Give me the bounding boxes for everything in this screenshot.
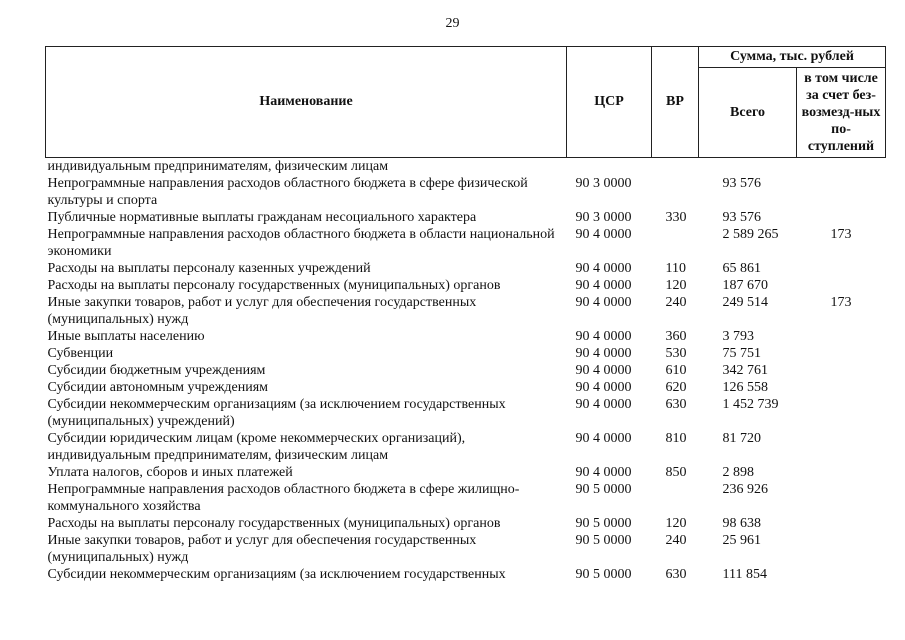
cell-csr: 90 5 0000 [575,567,632,582]
cell-free: 173 [830,227,852,242]
cell-free [797,481,886,515]
cell-free [797,566,886,583]
header-csr: ЦСР [567,47,652,158]
cell-vr [652,158,699,176]
cell-total: 93 576 [722,176,761,191]
cell-csr: 90 4 0000 [575,261,632,276]
cell-free [797,345,886,362]
cell-free [797,464,886,481]
table-header [46,47,886,158]
cell-vr: 850 [665,465,687,480]
table-row [46,515,886,532]
cell-free [797,260,886,277]
cell-csr: 90 4 0000 [575,295,632,310]
cell-free [797,175,886,209]
table-row [46,379,886,396]
cell-name: индивидуальным предпринимателям, физическим лицам [47,159,389,174]
page-number: 29 [445,16,460,31]
table-row [46,158,886,176]
cell-name: Расходы на выплаты персоналу государственных (муниципальных) органов [47,278,501,293]
cell-free: 173 [830,295,852,310]
cell-csr: 90 4 0000 [575,278,632,293]
table-row [46,294,886,328]
cell-vr [652,481,699,515]
cell-total: 65 861 [722,261,761,276]
cell-vr [652,175,699,209]
cell-total: 81 720 [722,431,761,446]
cell-free [797,158,886,176]
cell-name: Субсидии юридическим лицам (кроме некоммерческих организаций), индивидуальным предпринимателям, физическим лицам [47,431,466,463]
header-sum: Сумма, тыс. рублей [699,47,886,68]
cell-name: Иные закупки товаров, работ и услуг для обеспечения государственных (муниципальных) нужд [47,295,477,327]
cell-vr: 120 [665,516,687,531]
cell-free [797,277,886,294]
cell-name: Субвенции [47,346,114,361]
cell-total: 93 576 [722,210,761,225]
cell-name: Иные выплаты населению [47,329,205,344]
cell-total: 111 854 [722,567,767,582]
table-row [46,532,886,566]
cell-total: 75 751 [722,346,761,361]
cell-name: Уплата налогов, сборов и иных платежей [47,465,293,480]
table-row [46,328,886,345]
cell-total: 236 926 [722,482,768,497]
cell-name: Субсидии бюджетным учреждениям [47,363,266,378]
header-free: в том числе за счет без-возмезд-ных по-ступлений [797,68,886,158]
cell-total: 1 452 739 [722,397,779,412]
cell-csr: 90 4 0000 [575,380,632,395]
cell-vr: 530 [665,346,687,361]
cell-free [797,515,886,532]
table-row [46,345,886,362]
cell-vr: 630 [665,567,687,582]
cell-csr: 90 4 0000 [575,363,632,378]
cell-total: 126 558 [722,380,768,395]
table-row [46,260,886,277]
cell-name: Субсидии некоммерческим организациям (за исключением государственных [47,567,506,582]
cell-name: Субсидии некоммерческим организациям (за исключением государственных (муниципальных) учреждений) [47,397,506,429]
cell-total: 3 793 [722,329,754,344]
cell-total: 342 761 [722,363,768,378]
table-body [46,158,886,584]
cell-free [797,328,886,345]
table-row [46,277,886,294]
cell-vr: 240 [665,533,687,548]
cell-csr: 90 4 0000 [575,329,632,344]
table-row [46,430,886,464]
cell-vr: 620 [665,380,687,395]
cell-name: Публичные нормативные выплаты гражданам несоциального характера [47,210,477,225]
table-row [46,566,886,583]
cell-vr: 120 [665,278,687,293]
table-row [46,209,886,226]
table-row [46,464,886,481]
cell-csr: 90 4 0000 [575,227,632,242]
cell-csr: 90 5 0000 [575,516,632,531]
cell-total: 2 589 265 [722,227,779,242]
cell-csr: 90 3 0000 [575,176,632,191]
cell-vr: 360 [665,329,687,344]
cell-name: Субсидии автономным учреждениям [47,380,269,395]
table-row [46,226,886,260]
cell-csr: 90 5 0000 [575,482,632,497]
cell-vr: 240 [665,295,687,310]
header-vr: ВР [652,47,699,158]
cell-free [797,396,886,430]
cell-vr [652,226,699,260]
table-row [46,175,886,209]
cell-free [797,209,886,226]
cell-csr: 90 4 0000 [575,431,632,446]
table-row [46,481,886,515]
cell-vr: 810 [665,431,687,446]
cell-free [797,362,886,379]
cell-total: 2 898 [722,465,754,480]
cell-name: Расходы на выплаты персоналу государственных (муниципальных) органов [47,516,501,531]
cell-total: 187 670 [722,278,768,293]
header-name: Наименование [46,47,567,158]
cell-name: Непрограммные направления расходов областного бюджета в сфере физической культуры и спорта [47,176,528,208]
table-row [46,362,886,379]
cell-csr: 90 4 0000 [575,346,632,361]
cell-csr: 90 3 0000 [575,210,632,225]
cell-total: 98 638 [722,516,761,531]
cell-name: Расходы на выплаты персоналу казенных учреждений [47,261,371,276]
cell-csr: 90 4 0000 [575,465,632,480]
cell-csr: 90 5 0000 [575,533,632,548]
budget-table [45,46,886,583]
cell-vr: 330 [665,210,687,225]
cell-free [797,430,886,464]
cell-csr [567,158,652,176]
cell-vr: 110 [665,261,686,276]
cell-name: Непрограммные направления расходов областного бюджета в области национальной экономики [47,227,555,259]
cell-vr: 610 [665,363,687,378]
cell-name: Иные закупки товаров, работ и услуг для обеспечения государственных (муниципальных) нужд [47,533,477,565]
cell-total: 25 961 [722,533,761,548]
cell-total: 249 514 [722,295,768,310]
cell-vr: 630 [665,397,687,412]
cell-free [797,379,886,396]
cell-csr: 90 4 0000 [575,397,632,412]
table-row [46,396,886,430]
cell-total [699,158,797,176]
header-total: Всего [699,68,797,158]
cell-free [797,532,886,566]
cell-name: Непрограммные направления расходов областного бюджета в сфере жилищно-коммунального хозяйства [47,482,520,514]
